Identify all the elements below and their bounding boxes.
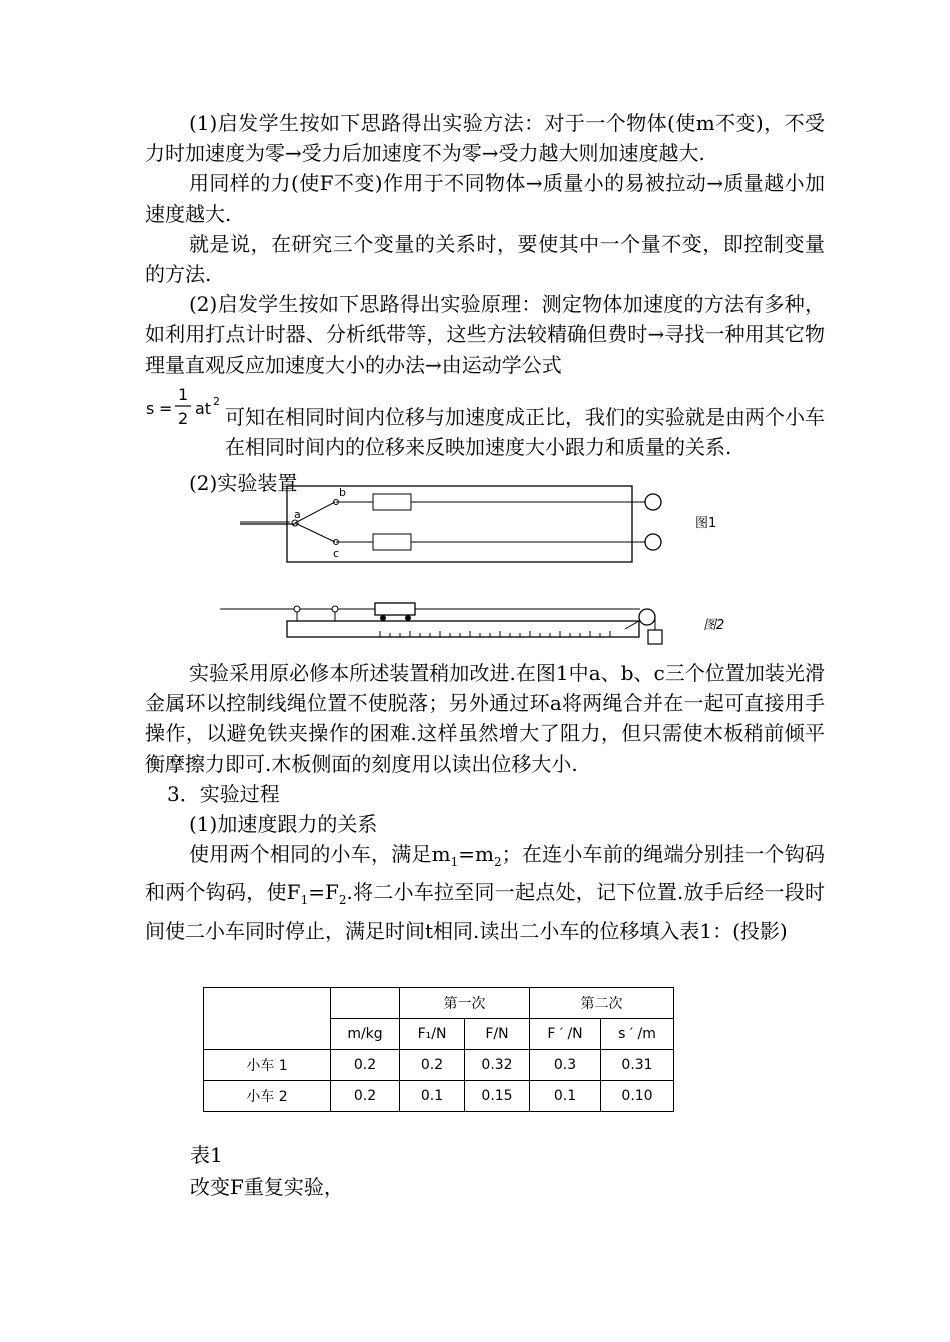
fig2-ring-1 xyxy=(294,606,300,612)
fig2-weight xyxy=(648,630,662,644)
table-corner xyxy=(204,988,331,1050)
fig1-label: 图1 xyxy=(695,516,717,531)
paragraph-method: (1)启发学生按如下思路得出实验方法：对于一个物体(使m不变)，不受力时加速度为零→受力后加速度不为零→受力越大则加速度越大. xyxy=(145,111,825,166)
paragraph-same-force: 用同样的力(使F不变)作用于不同物体→质量小的易被拉动→质量越小加速度越大. xyxy=(145,171,825,226)
fig2-ring-2 xyxy=(332,606,338,612)
table-header: F₁/N xyxy=(400,1019,465,1050)
section-heading: 3．实验过程 xyxy=(167,781,280,806)
table-row xyxy=(204,1081,674,1112)
closing-text xyxy=(190,1139,344,1203)
table-cell: 0.32 xyxy=(465,1050,530,1081)
formula-numerator: 1 xyxy=(178,384,189,404)
cart-lower xyxy=(373,534,411,550)
paragraph-principle-cont: 可知在相同时间内位移与加速度成正比，我们的实验就是由两个小车在相同时间内的位移来反映加速度大小跟力和质量的关系. xyxy=(225,404,825,460)
paragraph-principle: (2)启发学生按如下思路得出实验原理：测定物体加速度的方法有多种，如利用打点计时器、分析纸带等，这些方法较精确但费时→寻找一种用其它物理量直观反应加速度大小的办法→由运动学公式 xyxy=(145,292,825,377)
rope-to-c xyxy=(295,523,335,542)
subsection-heading: (1)加速度跟力的关系 xyxy=(189,812,378,837)
cart-upper xyxy=(373,494,411,510)
formula-at: at xyxy=(195,398,212,418)
table-cell: 0.1 xyxy=(530,1081,601,1112)
results-table-wrap xyxy=(203,987,674,1112)
table-header: F/N xyxy=(465,1019,530,1050)
paragraph-control-variable: 就是说，在研究三个变量的关系时，要使其中一个量不变，即控制变量的方法. xyxy=(145,231,825,287)
formula-denominator: 2 xyxy=(178,408,189,428)
table-cell: 0.31 xyxy=(601,1050,674,1081)
table-cell: 0.1 xyxy=(400,1081,465,1112)
table-group-second: 第二次 xyxy=(530,988,674,1019)
apparatus-figure xyxy=(215,478,775,648)
row-name: 小车 1 xyxy=(204,1050,331,1081)
paragraph-apparatus-heading: (2)实验装置 xyxy=(189,470,298,495)
label-c: c xyxy=(333,547,340,560)
formula-eq: = xyxy=(159,398,173,418)
table-header: F ′ /N xyxy=(530,1019,601,1050)
kinematics-formula xyxy=(145,380,225,436)
paragraph-procedure: 使用两个相同的小车，满足$m_1=m_2$；在连小车前的绳端分别挂一个钩码和两个钩码，使$F_1=F_2$.将二小车拉至同一起点处，记下位置.放手后经一段时间使二小车同时停止，满足时间t相同.读出二小车的位移填入表1：(投影) xyxy=(145,842,825,943)
table-cell: 0.10 xyxy=(601,1081,674,1112)
table-cell: 0.2 xyxy=(400,1050,465,1081)
fig2-pulley xyxy=(639,609,655,625)
document-body-2 xyxy=(145,658,825,946)
table-header: s ′ /m xyxy=(601,1019,674,1050)
label-b: b xyxy=(339,486,346,499)
table-row xyxy=(204,1050,674,1081)
rope-to-b xyxy=(295,502,335,523)
table-cell: 0.15 xyxy=(465,1081,530,1112)
pulley-upper xyxy=(645,494,661,510)
table-group-first: 第一次 xyxy=(400,988,530,1019)
results-table xyxy=(203,987,674,1112)
table-cell: 0.2 xyxy=(331,1050,400,1081)
label-a: a xyxy=(294,508,301,521)
fig2-wheel-1 xyxy=(380,615,386,621)
fig2-cart xyxy=(375,603,415,615)
table-caption: 表1 xyxy=(190,1143,223,1167)
fig2-wheel-2 xyxy=(405,615,411,621)
document-body xyxy=(145,108,825,498)
formula-exponent: 2 xyxy=(213,394,220,408)
fig2-pulley-arm xyxy=(625,621,639,629)
formula-s: s xyxy=(146,398,155,418)
fig2-label: 图2 xyxy=(703,618,725,633)
fig2-board xyxy=(287,621,639,637)
paragraph-repeat: 改变F重复实验， xyxy=(190,1175,344,1199)
row-name: 小车 2 xyxy=(204,1081,331,1112)
table-cell: 0.3 xyxy=(530,1050,601,1081)
table-cell: 0.2 xyxy=(331,1081,400,1112)
fig2-scale xyxy=(380,631,610,637)
pulley-lower xyxy=(645,534,661,550)
table-header: m/kg xyxy=(331,1019,400,1050)
table-empty-top xyxy=(331,988,400,1019)
paragraph-improvement: 实验采用原必修本所述装置稍加改进.在图1中a、b、c三个位置加装光滑金属环以控制线绳位置不使脱落；另外通过环a将两绳合并在一起可直接用手操作，以避免铁夹操作的困难.这样虽然增大了阻力，但只需使木板稍前倾平衡摩擦力即可.木板侧面的刻度用以读出位移大小. xyxy=(145,661,825,776)
formula-row xyxy=(145,380,825,460)
